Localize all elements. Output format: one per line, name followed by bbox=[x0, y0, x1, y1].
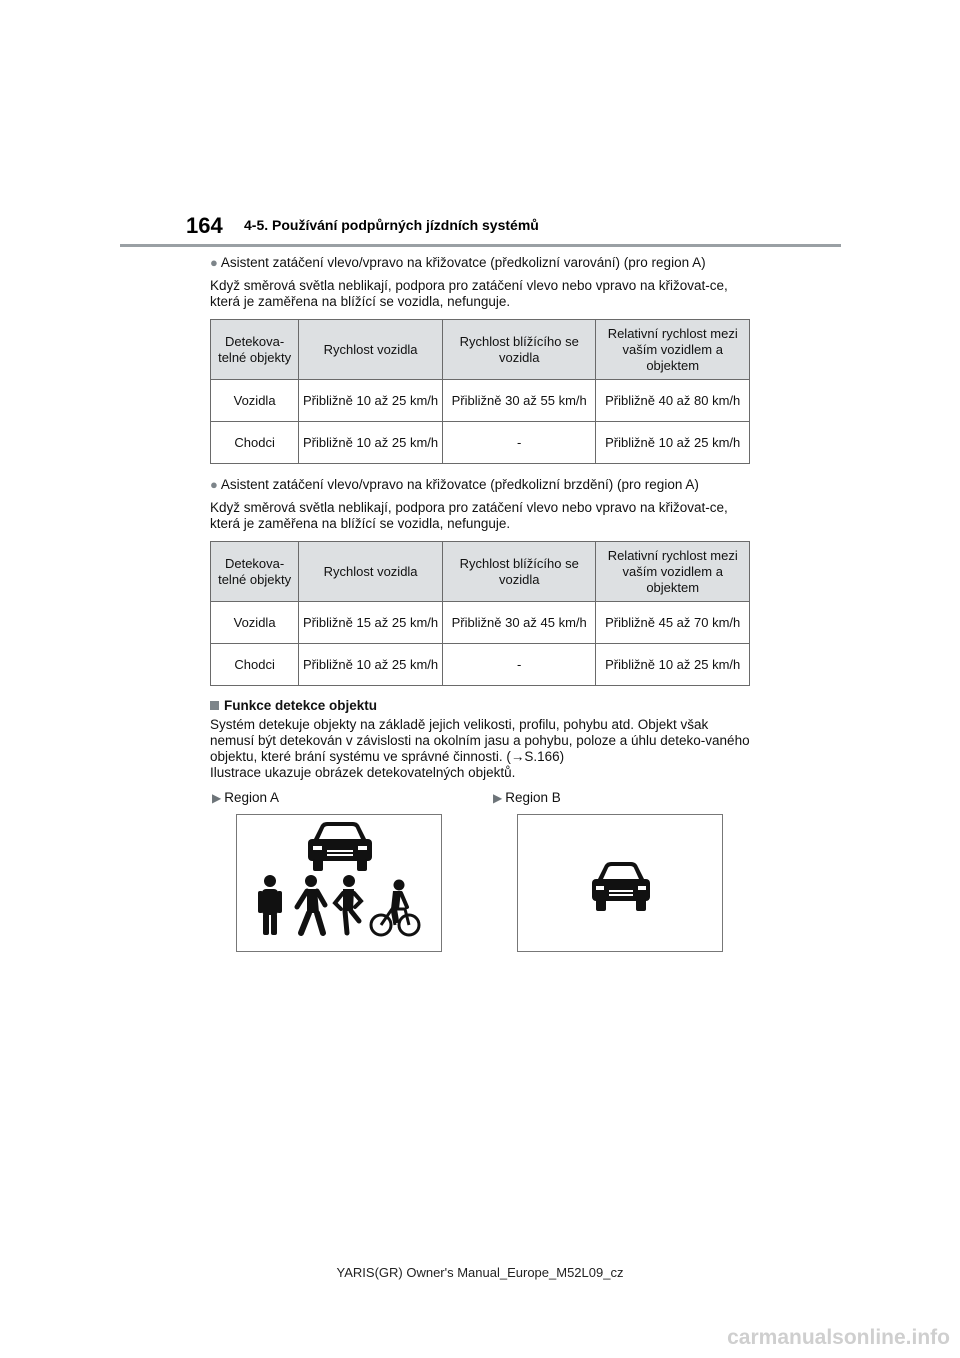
table-cell: Přibližně 45 až 70 km/h bbox=[596, 602, 750, 644]
table-cell: Přibližně 10 až 25 km/h bbox=[299, 380, 443, 422]
table-header-cell: Relativní rychlost mezi vaším vozidlem a objektem bbox=[596, 320, 750, 380]
pedestrian-running-icon bbox=[335, 875, 361, 933]
table-header-cell: Detekova-telné objekty bbox=[211, 542, 299, 602]
table-cell: Chodci bbox=[211, 422, 299, 464]
table-cell: Přibližně 10 až 25 km/h bbox=[596, 422, 750, 464]
table-cell: Přibližně 10 až 25 km/h bbox=[299, 644, 443, 686]
bullet-icon: ● bbox=[210, 255, 218, 270]
table-cell: Přibližně 15 až 25 km/h bbox=[299, 602, 443, 644]
bullet-text: Asistent zatáčení vlevo/vpravo na křižovatce (předkolizní varování) (pro region A) bbox=[220, 255, 706, 270]
car-icon bbox=[308, 822, 372, 871]
table-header-cell: Rychlost vozidla bbox=[299, 320, 443, 380]
page-content bbox=[210, 254, 750, 950]
region-b-label-text: Region B bbox=[505, 790, 561, 805]
spec-table-warning bbox=[210, 319, 750, 464]
table-cell: Chodci bbox=[211, 644, 299, 686]
bullet-item-braking bbox=[210, 476, 750, 493]
paragraph: Ilustrace ukazuje obrázek detekovatelných objektů. bbox=[210, 765, 516, 780]
region-a-svg bbox=[237, 815, 441, 951]
table-row bbox=[211, 602, 750, 644]
subsection-heading bbox=[210, 698, 750, 713]
region-a-label bbox=[212, 790, 279, 805]
region-illustrations bbox=[210, 790, 750, 950]
region-b-label bbox=[493, 790, 561, 805]
cyclist-icon bbox=[371, 880, 419, 936]
table-row bbox=[211, 422, 750, 464]
table-header-cell: Rychlost blížícího se vozidla bbox=[442, 320, 595, 380]
bullet-text: Asistent zatáčení vlevo/vpravo na křižovatce (předkolizní brzdění) (pro region A) bbox=[220, 477, 699, 492]
table-cell: Přibližně 40 až 80 km/h bbox=[596, 380, 750, 422]
subsection-title: Funkce detekce objektu bbox=[224, 698, 378, 713]
table-cell: Přibližně 30 až 45 km/h bbox=[442, 602, 595, 644]
table-cell: Přibližně 10 až 25 km/h bbox=[299, 422, 443, 464]
watermark: carmanualsonline.info bbox=[727, 1326, 950, 1349]
square-bullet-icon bbox=[210, 701, 219, 710]
header-divider bbox=[120, 244, 841, 247]
table-header-cell: Rychlost vozidla bbox=[299, 542, 443, 602]
table-cell: Přibližně 30 až 55 km/h bbox=[442, 380, 595, 422]
table-header-cell: Rychlost blížícího se vozidla bbox=[442, 542, 595, 602]
table-header-cell: Relativní rychlost mezi vaším vozidlem a objektem bbox=[596, 542, 750, 602]
section-title: 4-5. Používání podpůrných jízdních systémů bbox=[244, 217, 539, 233]
table-cell: - bbox=[442, 422, 595, 464]
pedestrian-standing-icon bbox=[258, 875, 282, 935]
table-header-row bbox=[211, 542, 750, 602]
spec-table-braking bbox=[210, 541, 750, 686]
bullet-item-warning bbox=[210, 254, 750, 271]
car-icon bbox=[592, 862, 650, 911]
paragraph: Když směrová světla neblikají, podpora pro zatáčení vlevo nebo vpravo na křižovat-ce, která je zaměřena na blížící se vozidla, nefunguje. bbox=[210, 278, 728, 309]
bullet-icon: ● bbox=[210, 477, 218, 492]
paragraph: Systém detekuje objekty na základě jejich velikosti, profilu, pohybu atd. Objekt však nemusí být detekován v závislosti na okolním jasu a pohybu, poloze a úhlu deteko-vaného objektu, které brání systému ve správné činnosti. (→S.166) bbox=[210, 717, 750, 764]
region-b-svg bbox=[518, 815, 722, 951]
region-b-illustration bbox=[517, 814, 723, 952]
table-row bbox=[211, 380, 750, 422]
table-cell: Vozidla bbox=[211, 380, 299, 422]
footer: YARIS(GR) Owner's Manual_Europe_M52L09_cz bbox=[336, 1265, 624, 1280]
triangle-right-icon: ▶ bbox=[212, 791, 222, 805]
table-header-cell: Detekova-telné objekty bbox=[211, 320, 299, 380]
page-number: 164 bbox=[186, 213, 223, 238]
triangle-right-icon: ▶ bbox=[493, 791, 503, 805]
table-cell: Vozidla bbox=[211, 602, 299, 644]
region-a-illustration bbox=[236, 814, 442, 952]
table-row bbox=[211, 644, 750, 686]
paragraph: Když směrová světla neblikají, podpora pro zatáčení vlevo nebo vpravo na křižovat-ce, která je zaměřena na blížící se vozidla, nefunguje. bbox=[210, 500, 728, 531]
table-header-row bbox=[211, 320, 750, 380]
region-a-label-text: Region A bbox=[224, 790, 280, 805]
pedestrian-walking-icon bbox=[297, 875, 325, 933]
table-cell: - bbox=[442, 644, 595, 686]
table-cell: Přibližně 10 až 25 km/h bbox=[596, 644, 750, 686]
